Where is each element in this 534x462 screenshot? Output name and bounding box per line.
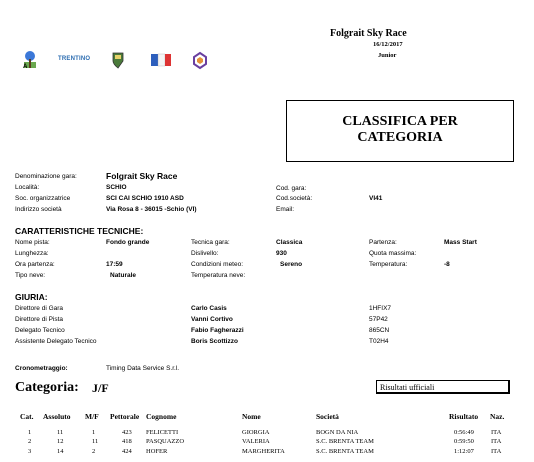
giuria-role: Direttore di Gara xyxy=(15,305,64,312)
giuria-name: Boris Scottizzo xyxy=(191,338,238,345)
cod-soc-label: Cod.società: xyxy=(276,195,313,202)
lunghezza-label: Lunghezza: xyxy=(15,250,49,257)
tree-logo xyxy=(22,50,38,70)
cell-mf: 11 xyxy=(92,438,99,445)
cell-risultato: 0:56:49 xyxy=(454,429,474,436)
classifica-title-line1: CLASSIFICA PER xyxy=(342,114,458,129)
cell-naz: ITA xyxy=(491,438,502,445)
header-naz: Naz. xyxy=(490,412,505,421)
cod-gara-label: Cod. gara: xyxy=(276,185,307,192)
ora-value: 17:59 xyxy=(106,261,123,268)
cell-cognome: PASQUAZZO xyxy=(146,438,185,445)
cell-assoluto: 11 xyxy=(57,429,64,436)
cell-naz: ITA xyxy=(491,429,502,436)
ind-value: Via Rosa 8 - 36015 -Schio (VI) xyxy=(106,206,197,213)
soc-label: Soc. organizzatrice xyxy=(15,195,71,202)
cell-mf: 1 xyxy=(92,429,96,436)
cell-societa: S.C. BRENTA TEAM xyxy=(316,448,374,455)
cell-naz: ITA xyxy=(491,448,502,455)
header-pettorale: Pettorale xyxy=(110,412,140,421)
cell-nome: GIORGIA xyxy=(242,429,270,436)
giuria-name: Carlo Casis xyxy=(191,305,227,312)
soc-value: SCI CAI SCHIO 1910 ASD xyxy=(106,195,184,202)
giuria-code: 1HFIX7 xyxy=(369,305,392,312)
cell-pettorale: 424 xyxy=(122,448,132,455)
cell-societa: S.C. BRENTA TEAM xyxy=(316,438,374,445)
ora-label: Ora partenza: xyxy=(15,261,55,268)
crono-label: Cronometraggio: xyxy=(15,365,68,372)
cell-pettorale: 418 xyxy=(122,438,132,445)
partenza-label: Partenza: xyxy=(369,239,397,246)
giuria-name: Fabio Fagherazzi xyxy=(191,327,244,334)
shield-crest-logo xyxy=(112,50,124,70)
cell-risultato: 1:12:07 xyxy=(454,448,474,455)
nome-pista-value: Fondo grande xyxy=(106,239,150,246)
event-title: Folgrait Sky Race xyxy=(330,28,407,39)
quota-label: Quota massima: xyxy=(369,250,417,257)
giuria-name: Vanni Cortivo xyxy=(191,316,233,323)
giuria-role: Direttore di Pista xyxy=(15,316,64,323)
den-label: Denominazione gara: xyxy=(15,173,77,180)
giuria-code: T02H4 xyxy=(369,338,389,345)
header-assoluto: Assoluto xyxy=(43,412,71,421)
categoria-value: J/F xyxy=(92,381,109,395)
cell-cognome: HOFER xyxy=(146,448,168,455)
cell-cat: 2 xyxy=(28,438,32,445)
cell-risultato: 0:59:50 xyxy=(454,438,474,445)
giuria-heading: GIURIA: xyxy=(15,292,48,302)
cell-nome: MARGHERITA xyxy=(242,448,285,455)
neve-value: Naturale xyxy=(110,272,137,279)
temp-label: Temperatura: xyxy=(369,261,408,268)
partenza-value: Mass Start xyxy=(444,239,477,246)
classifica-title-line2: CATEGORIA xyxy=(357,130,443,145)
loc-label: Località: xyxy=(15,184,40,191)
email-label: Email: xyxy=(276,206,295,213)
crono-value: Timing Data Service S.r.l. xyxy=(106,365,180,372)
loc-value: SCHIO xyxy=(106,184,127,191)
event-date: 16/12/2017 xyxy=(373,41,403,48)
giuria-code: 865CN xyxy=(369,327,390,334)
neve-label: Tipo neve: xyxy=(15,272,46,279)
cell-nome: VALERIA xyxy=(242,438,270,445)
giuria-role: Delegato Tecnico xyxy=(15,327,65,334)
cell-mf: 2 xyxy=(92,448,96,455)
classifica-title-box xyxy=(286,100,514,162)
header-cognome: Cognome xyxy=(146,412,177,421)
trentino-logo-text: TRENTINO xyxy=(58,56,91,62)
dislivello-value: 930 xyxy=(276,250,287,257)
ind-label: Indirizzo società xyxy=(15,206,62,213)
meteo-label: Condizioni meteo: xyxy=(191,261,244,268)
giuria-role: Assistente Delegato Tecnico xyxy=(15,338,97,345)
cell-cat: 3 xyxy=(28,448,32,455)
risultati-ufficiali-box: Risultati ufficiali xyxy=(376,380,510,394)
temp-value: -8 xyxy=(444,261,450,268)
header-risultato: Risultato xyxy=(449,412,479,421)
cod-soc-value: VI41 xyxy=(369,195,383,202)
cell-cognome: FELICETTI xyxy=(146,429,179,436)
hexagon-logo xyxy=(192,50,208,70)
cell-pettorale: 423 xyxy=(122,429,132,436)
nome-pista-label: Nome pista: xyxy=(15,239,50,246)
tecnica-label: Tecnica gara: xyxy=(191,239,230,246)
header-societa: Società xyxy=(316,412,339,421)
den-value: Folgrait Sky Race xyxy=(106,171,178,181)
cell-societa: BOGN DA NIA xyxy=(316,429,359,436)
header-mf: M/F xyxy=(85,412,99,421)
cell-assoluto: 14 xyxy=(57,448,64,455)
tecnica-value: Classica xyxy=(276,239,303,246)
header-nome: Nome xyxy=(242,412,261,421)
header-cat: Cat. xyxy=(20,412,34,421)
flag-logo xyxy=(150,50,172,70)
trentino-logo xyxy=(58,50,92,70)
cell-assoluto: 12 xyxy=(57,438,64,445)
categoria-label: Categoria: xyxy=(15,380,79,395)
tech-heading: CARATTERISTICHE TECNICHE: xyxy=(15,226,144,236)
svg-text:A: A xyxy=(23,64,28,70)
giuria-code: 57P42 xyxy=(369,316,388,323)
cell-cat: 1 xyxy=(28,429,32,436)
temp-neve-label: Temperatura neve: xyxy=(191,272,246,279)
meteo-value: Sereno xyxy=(280,261,303,268)
dislivello-label: Dislivello: xyxy=(191,250,219,257)
event-category: Junior xyxy=(378,52,397,59)
